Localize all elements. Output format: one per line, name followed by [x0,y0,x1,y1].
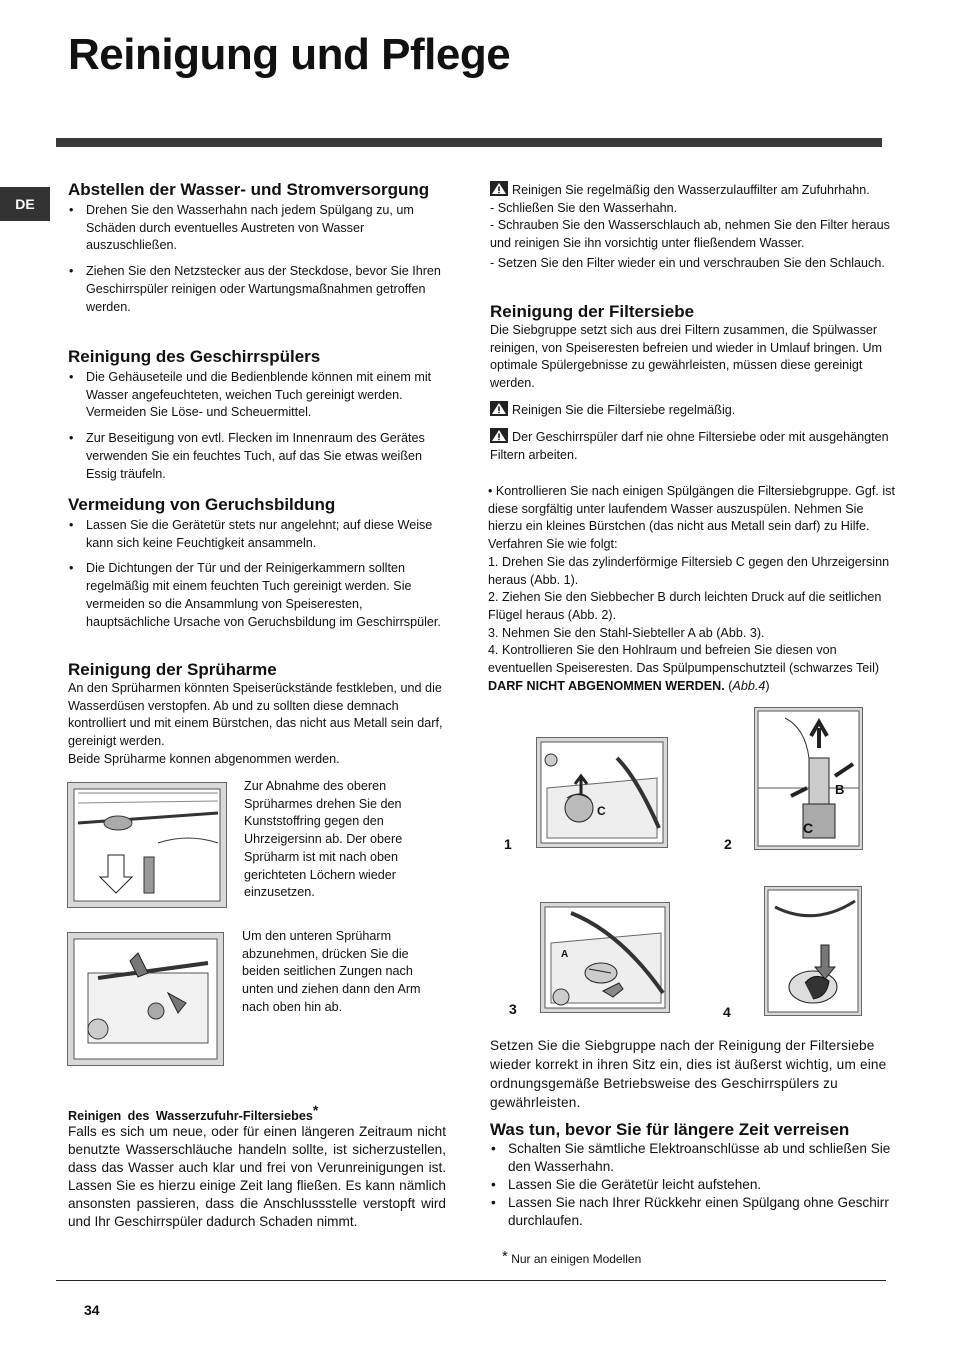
footnote [502,1248,641,1266]
step-line: - Schließen Sie den Wasserhahn. [490,200,678,215]
figure-2-image [754,707,863,850]
warning-text: Der Geschirrspüler darf nie ohne Filtersiebe oder mit ausgehängten Filtern arbeiten. [490,430,889,462]
section-heading: Abstellen der Wasser- und Stromversorgung [68,180,430,199]
figure-4-image [764,886,862,1016]
title-bar [56,138,882,147]
warning-icon [490,428,508,443]
spray-arms-text: An den Sprüharmen könnten Speiserückstände festkleben, und die Wasserdüsen verstopfen. Ab und zu sollten diese demnach kontrolliert und mit einem Bürstchen, das nicht aus Metall sein darf, gereinigt werden. [68,681,443,749]
figure-3-image [540,902,670,1013]
upper-arm-caption: Zur Abnahme des oberen Sprüharmes drehen Sie den Kunststoffring gegen den Uhrzeigersinn ab. Der obere Sprüharm ist mit nach oben gerichteten Löchern wieder einzusetzen. [244,779,403,900]
warning-no-filters [490,428,890,464]
list-item: • Drehen Sie den Wasserhahn nach jedem Spülgang zu, um Schäden durch eventuelles Austreten von Wasser auszuschließen. [86,202,443,255]
page-title: Reinigung und Pflege [68,30,511,79]
warning-inlet-filter [490,181,900,273]
section-heading: Reinigung der Sprüharme [68,660,277,679]
section-cleaning-dishwasher [68,347,443,491]
filter-text: Die Siebgruppe setzt sich aus drei Filtern zusammen, die Spülwasser reinigen, von Speiseresten befreien und wieder in Umlauf bringen. Um optimale Spülergebnisse zu gewährleisten, müssen diese gereinigt werden. [490,323,883,391]
section-water-power [68,180,443,324]
list-item: • Schalten Sie sämtliche Elektroanschlüsse ab und schließen Sie den Wasserhahn. [508,1140,910,1176]
list-item: • Lassen Sie die Gerätetür leicht aufstehen. [508,1176,910,1194]
section-inlet-filter [68,1102,446,1231]
page-number: 34 [84,1302,100,1318]
step-2: 2. Ziehen Sie den Siebbecher B durch leichten Druck auf die seitlichen Flügel heraus (Abb. 2). [488,590,882,622]
warning-text: Reinigen Sie regelmäßig den Wasserzulauffilter am Zufuhrhahn. [512,183,870,197]
section-travel [490,1120,910,1230]
list-item: • Die Gehäuseteile und die Bedienblende können mit einem mit Wasser angefeuchteten, weichen Tuch gereinigt werden. Vermeiden Sie Löse- und Scheuermittel. [86,369,443,422]
spray-arms-note: Beide Sprüharme konnen abgenommen werden. [68,751,340,766]
section-heading: Vermeidung von Geruchsbildung [68,495,336,514]
footnote-asterisk: * [502,1248,508,1265]
upper-spray-arm-image [67,782,227,908]
figure-number: 1 [504,836,512,852]
footnote-text: Nur an einigen Modellen [511,1252,642,1266]
list-item: • Die Dichtungen der Tür und der Reinigerkammern sollten regelmäßig mit einem feuchten Tuch gereinigt werden. Sie vermeiden so die Ansammlung von Speiseresten, hauptsächliche Ursache von Geruchsbildung im Geschirrspüler. [86,560,443,631]
section-heading: Reinigung der Filtersiebe [490,302,695,321]
footer-divider [56,1280,886,1281]
label-B: B [835,782,845,797]
inlet-filter-text: Falls es sich um neue, oder für einen längeren Zeitraum nicht benutzte Wasserschläuche handeln sollte, ist sicherzustellen, dass das Wasser auch klar und frei von Verunreinigungen ist. Lassen Sie es hierzu einige Zeit lang fließen. Es kann nämlich ansonsten passieren, dass die Anschlussstelle verstopft wird und Ihr Geschirrspüler dadurch Schaden nimmt. [68,1124,446,1230]
label-A: A [561,949,569,960]
warning-text: Reinigen Sie die Filtersiebe regelmäßig. [512,403,736,417]
step-line: - Schrauben Sie den Wasserschlauch ab, nehmen Sie den Filter heraus und reinigen Sie ihn vorsichtig unter fließendem Wasser. [490,218,890,251]
figure-number: 3 [509,1001,517,1017]
section-filters [490,302,895,393]
section-odor [68,495,443,639]
list-item: • Lassen Sie nach Ihrer Rückkehr einen Spülgang ohne Geschirr durchlaufen. [508,1194,910,1230]
step-1: 1. Drehen Sie das zylinderförmige Filtersieb C gegen den Uhrzeigersinn heraus (Abb. 1). [488,554,890,587]
step-3: 3. Nehmen Sie den Stahl-Siebteller A ab (Abb. 3). [488,625,765,640]
language-tab: DE [0,187,50,221]
step-line: - Setzen Sie den Filter wieder ein und verschrauben Sie den Schlauch. [490,255,885,270]
lower-spray-arm-image [67,932,224,1066]
list-item: • Zur Beseitigung von evtl. Flecken im Innenraum des Gerätes verwenden Sie ein feuchtes Tuch, auf das Sie etwas weißen Essig träufeln. [86,430,443,483]
inlet-filter-heading: Reinigen des Wasserzufuhr-Filtersiebes [68,1109,313,1124]
steps-intro: • Kontrollieren Sie nach einigen Spülgängen die Filtersiebgruppe. Ggf. ist diese sorgfältig unter laufendem Wasser auszuspülen. Nehmen Sie hierzu ein kleines Bürstchen (das nicht aus Metall sein darf) zu Hilfe. Verfahren Sie wie folgt: [488,484,895,552]
list-item: • Ziehen Sie den Netzstecker aus der Steckdose, bevor Sie Ihren Geschirrspüler reinigen oder Wartungsmaßnahmen getroffen werden. [86,263,443,316]
warning-icon [490,181,508,196]
figure-number: 2 [724,836,732,852]
warning-filters-regular [490,401,895,420]
reinstall-text: Setzen Sie die Siebgruppe nach der Reinigung der Filtersiebe wieder korrekt in ihren Sitz ein, dies ist äußerst wichtig, um eine ordnungsgemäße Betriebsweise des Geschirrspülers zu gewährleisten. [490,1038,887,1110]
figure-number: 4 [723,1004,731,1020]
filter-steps [488,483,898,695]
asterisk: * [312,1102,319,1118]
list-item: • Lassen Sie die Gerätetür stets nur angelehnt; auf diese Weise kann sich keine Feuchtigkeit ansammeln. [86,517,443,552]
lower-arm-caption: Um den unteren Sprüharm abzunehmen, drücken Sie die beiden seitlichen Zungen nach unten und ziehen dann den Arm nach oben hin ab. [242,929,421,1014]
section-spray-arms [68,660,443,769]
step-4: 4. Kontrollieren Sie den Hohlraum und befreien Sie diesen von eventuellen Speiseresten. Das Spülpumpenschutzteil (schwarzes Teil) DARF NICHT ABGENOMMEN WERDEN. (Abb.4) [488,643,880,693]
figure-1-image [536,737,668,848]
section-heading: Reinigung des Geschirrspülers [68,347,321,366]
label-C: C [597,804,606,818]
warning-icon [490,401,508,416]
label-C: C [803,820,814,836]
section-heading: Was tun, bevor Sie für längere Zeit verreisen [490,1120,850,1139]
